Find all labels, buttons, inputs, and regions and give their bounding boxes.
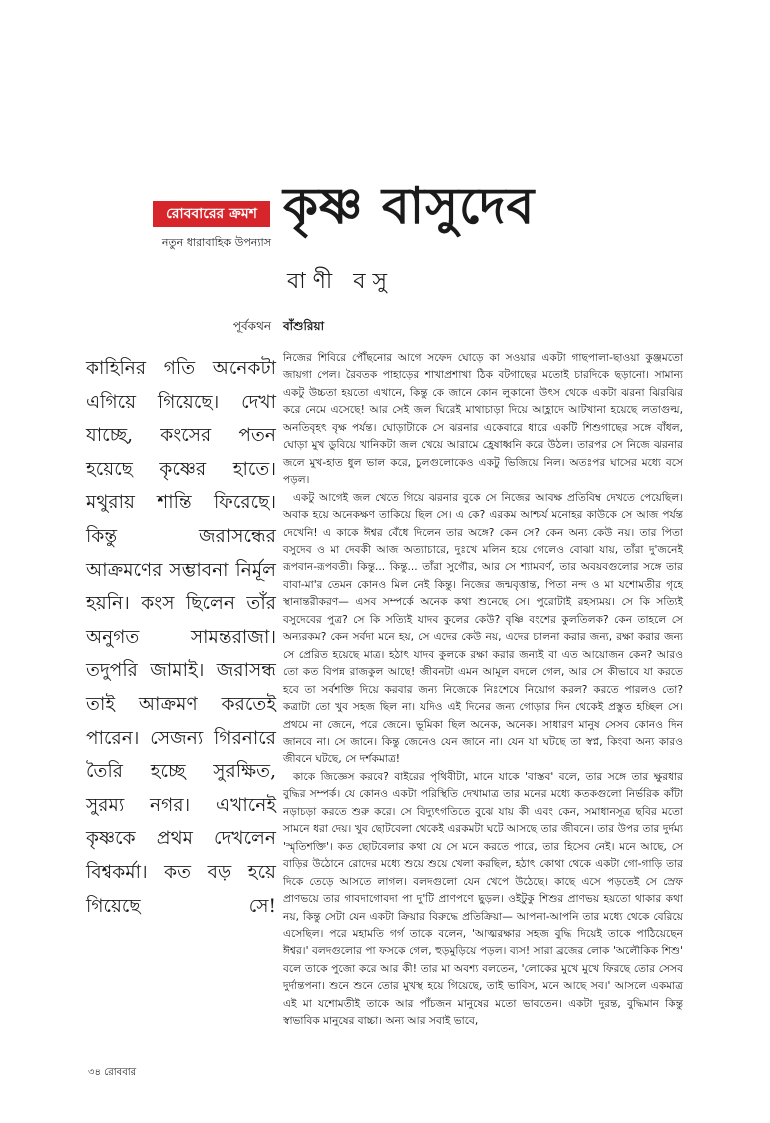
series-tag: রোববারের ক্রমশ [153,201,270,227]
series-subtitle: নতুন ধারাবাহিক উপন্যাস [161,236,271,249]
article-paragraph: একটু আগেই জল খেতে গিয়ে ঝরনার বুকে সে নিজের আবক্ষ প্রতিবিম্ব দেখতে পেয়েছিল। অবাক হয়ে অনেকক্ষণ তাকিয়ে ছিল সে। এ কে? এরকম আশ্চর্য মনোহর কাউকে সে আজ পর্যন্ত দেখেনি! এ কাকে ঈশ্বর বেঁধে দিলেন তার অঙ্গে? কেন সে? কেন অন্য কেউ নয়। তার পিতা বসুদেব ও মা দেবকী আজ অত্যাচারে, দুঃখে মলিন হয়ে গেলেও বোঝা যায়, তাঁরা দু'জনেই রূপবান-রূপবতী। কিন্তু... কিন্তু... তাঁরা সুগৌর, আর সে শ্যামবর্ণ, তার অবয়বগুলোর সঙ্গে তার বাবা-মা'র তেমন কোনও মিল নেই কিন্তু। নিজের জন্মবৃত্তান্ত, পিতা নন্দ ও মা যশোমতীর গৃহে স্থানান্তরীকরণ— এসব সম্পর্কে অনেক কথা শুনেছে সে। পুরোটাই রহস্যময়। সে কি সত্যিই বসুদেবের পুত্র? সে কি সত্যিই যাদব কুলের কেউ? বৃষ্ণি বংশের কুলতিলক? কেন তাহলে সে অন্যরকম? কেন সর্বদা মনে হয়, সে এদের কেউ নয়, এদের চালনা করার জন্য, রক্ষা করার জন্য সে প্রেরিত হয়েছে মাত্র। হঠাৎ যাদব কুলকে রক্ষা করার জন্যই বা এত আয়োজন কেন? আরও তো কত বিপন্ন রাজকুল আছে! জীবনটা এমন আমূল বদলে গেল, আর সে কীভাবে যা করতে হবে তা সর্বশক্তি দিয়ে করবার জন্য নিজেকে নিঃশেষে নিয়োগ করল? করতে পারলও তো? কত্রাটা তো খুব সহজ ছিল না। যদিও এই দিনের জন্য গোড়ার দিন থেকেই প্রস্তুত হচ্ছিল সে। প্রথমে না জেনে, পরে জেনে। ভূমিকা ছিল অনেক, অনেক। সাধারণ মানুষ সেসব কোনও দিন জানবে না। সে জানে। কিন্তু জেনেও যেন জানে না। যেন যা ঘটছে তা স্বপ্ন, কিংবা অন্য কারও জীবনে ঘটছে, সে দর্শকমাত্র! [283,491,683,766]
page-folio: ৩৪ রোববার [88,1067,137,1078]
section-heading: বাঁশুরিয়া [283,319,325,333]
recap-text: কাহিনির গতি অনেকটা এগিয়ে গিয়েছে। দেখা যাচ্ছে, কংসের পতন হয়েছে কৃষ্ণের হাতে। মথুরায় শান্তি ফিরেছে। কিন্তু জরাসন্ধের আক্রমণের সম্ভাবনা নির্মূল হয়নি। কংস ছিলেন তাঁর অনুগত সামন্তরাজা। তদুপরি জামাই। জরাসন্ধ তাই আক্রমণ করতেই পারেন। সেজন্য গিরনারে তৈরি হচ্ছে সুরক্ষিত, সুরম্য নগর। এখানেই কৃষ্ণকে প্রথম দেখলেন বিশ্বকর্মা। কত বড় হয়ে গিয়েছে সে! [86,358,276,917]
article-paragraph: নিজের শিবিরে পৌঁছনোর আগে সফেদ ঘোড়ে কা সওয়ার একটা গাছপালা-ছাওয়া কুঞ্জমতো জায়গা পেল। রৈবতক পাহাড়ের শাখাপ্রশাখা ঠিক বটগাছের মতোই চারদিকে ছড়ানো। সামান্য একটু উচ্চতা হয়তো এখানে, কিন্তু কে জানে কোন লুকানো উৎস থেকে একটা ঝরনা ঝিরঝির করে নেমে এসেছে! আর সেই জল ঘিরেই মাথাচাড়া দিয়ে আহ্লাদে আটখানা হয়েছে লতাগুল্ম, অনতিবৃহৎ বৃক্ষ পর্যন্ত। ঘোড়াটাকে সে ঝরনার একেবারে ধারে একটি শিশুগাছের সঙ্গে বাঁধল, ঘোড়া মুখ ডুবিয়ে খানিকটা জল খেয়ে আরামে হ্রেষাধ্বনি করে উঠল। তারপর সে নিজে ঝরনার জলে মুখ-হাত ধুল ভাল করে, চুলগুলোকেও একটু ভিজিয়ে নিল। অতঃপর ঘাসের মধ্যে বসে পড়ল। [283,352,683,487]
article-body [283,350,683,1031]
page-title: কৃষ্ণ বাসুদেব [283,177,536,235]
recap-label: পূর্বকথন [232,319,271,333]
article-paragraph: কাকে জিজ্ঞেস করবে? বাইরের পৃথিবীটা, মানে যাকে 'বাস্তব' বলে, তার সঙ্গে তার ক্ষুরধার বুদ্ধির সম্পর্ক। যে কোনও একটা পরিস্থিতি দেখামাত্র তার মনের মধ্যে কতকগুলো নির্ভরিক কাঁটা নড়াচড়া করতে শুরু করে। সে বিদ্যুৎগতিতে বুঝে যায় কী এবং কেন, সমাধানসূত্র ছবির মতো সামনে ধরা দেয়। খুব ছোটবেলা থেকেই এরকমটা ঘটে আসছে তার জীবনে। তার উপর তার দুর্দম্য 'স্মৃতিশক্তি'। কত ছোটবেলার কথা যে সে মনে করতে পারে, তার হিসেব নেই। মনে আছে, সে বাড়ির উঠোনে রোদের মধ্যে শুয়ে শুয়ে খেলা করছিল, হঠাৎ কোথা থেকে একটা গো-গাড়ি তার দিকে তেড়ে আসতে লাগল। বলদগুলো যেন খেপে উঠেছে। কাছে এসে পড়তেই সে স্রেফ প্রাণভয়ে তার গাবদাগোবদা পা দু'টি প্রাণপণে ছুড়ল। ওইটুকু শিশুর প্রাণভয় হয়তো থাকার কথা নয়, কিন্তু সেটা যেন একটা ক্রিয়ার বিরুদ্ধে প্রতিক্রিয়া— আপনা-আপনি তার মধ্যে থেকে বেরিয়ে এসেছিল। পরে মহামতি গর্গ তাকে বলেন, 'আত্মরক্ষার সহজ বুদ্ধি দিয়েই তাকে পাঠিয়েছেন ঈশ্বর।' বলদগুলোর পা ফসকে গেল, হুড়মুড়িয়ে পড়ল। ব্যস! সারা ব্রজের লোক 'অলৌকিক শিশু' বলে তাকে পুজো করে আর কী! তার মা অবশ্য বলতেন, 'লোকের মুখে মুখে ফিরছে তোর সেসব দুর্দান্তপনা। শুনে শুনে তোর মুখস্থ হয়ে গিয়েছে, তাই ভাবিস, মনে আছে সব।' আসলে একমাত্র এই মা যশোমতীই তাকে আর পাঁচজন মানুষের মতো ভাবতেন। একটা দুরন্ত, বুদ্ধিমান কিন্তু স্বাভাবিক মানুষের বাচ্চা। অন্য আর সবাই ভাবে, [283,770,683,1028]
author-name: বাণী বসু [287,269,394,294]
